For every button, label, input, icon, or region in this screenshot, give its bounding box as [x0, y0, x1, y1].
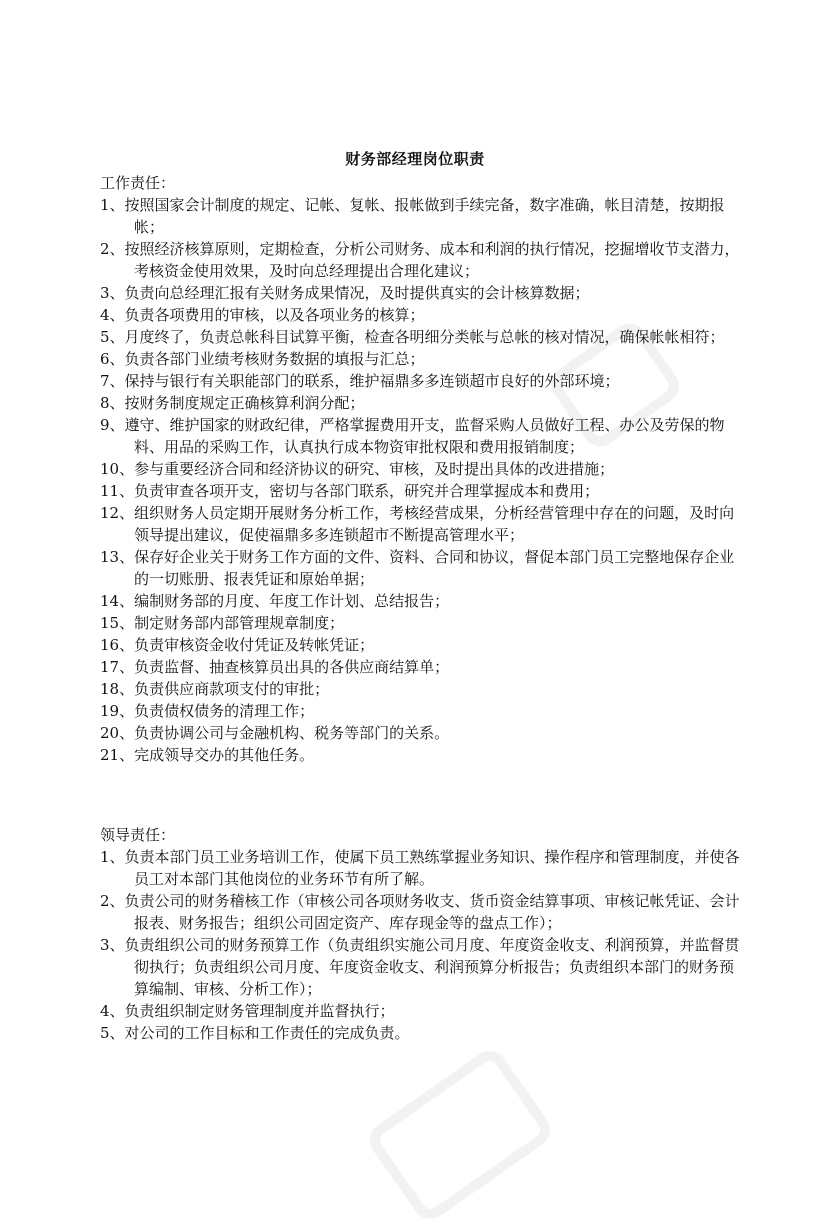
list-item [100, 194, 740, 238]
item-text: 对公司的工作目标和工作责任的完成负责。 [124, 1024, 410, 1042]
list-item [100, 846, 740, 890]
list-item [100, 656, 740, 678]
item-text: 负责各部门业绩考核财务数据的填报与汇总； [124, 350, 425, 368]
item-number: 17、 [100, 658, 135, 676]
lead-items-list [100, 846, 740, 1044]
item-text: 负责监督、抽查核算员出具的各供应商结算单； [134, 658, 450, 676]
item-text: 编制财务部的月度、年度工作计划、总结报告； [134, 592, 450, 610]
list-item [100, 370, 740, 392]
item-number: 6、 [100, 350, 125, 368]
item-number: 4、 [100, 306, 125, 324]
item-number: 5、 [100, 1024, 125, 1042]
item-text: 保存好企业关于财务工作方面的文件、资料、合同和协议，督促本部门员工完整地保存企业的一切账册、报表凭证和原始单据； [134, 548, 735, 588]
item-number: 7、 [100, 372, 125, 390]
work-section-label: 工作责任： [100, 174, 176, 192]
list-item [100, 414, 740, 458]
list-item [100, 282, 740, 304]
list-item [100, 238, 740, 282]
item-text: 负责本部门员工业务培训工作，使属下员工熟练掌握业务知识、操作程序和管理制度，并使各员工对本部门其他岗位的业务环节有所了解。 [124, 848, 740, 888]
list-item [100, 480, 740, 502]
item-text: 按财务制度规定正确核算利润分配； [124, 394, 365, 412]
list-item [100, 590, 740, 612]
page-title: 财务部经理岗位职责 [345, 150, 485, 168]
item-text: 遵守、维护国家的财政纪律，严格掌握费用开支，监督采购人员做好工程、办公及劳保的物料、用品的采购工作，认真执行成本物资审批权限和费用报销制度； [124, 416, 725, 456]
item-text: 负责供应商款项支付的审批； [134, 680, 330, 698]
list-item [100, 700, 740, 722]
item-text: 组织财务人员定期开展财务分析工作，考核经营成果，分析经营管理中存在的问题，及时向领导提出建议，促使福鼎多多连锁超市不断提高管理水平； [134, 504, 735, 544]
watermark-shape [363, 1044, 557, 1226]
list-item [100, 612, 740, 634]
item-text: 负责组织制定财务管理制度并监督执行； [124, 1002, 395, 1020]
item-number: 11、 [100, 482, 135, 500]
item-number: 9、 [100, 416, 125, 434]
item-text: 负责向总经理汇报有关财务成果情况，及时提供真实的会计核算数据； [124, 284, 590, 302]
item-text: 参与重要经济合同和经济协议的研究、审核，及时提出具体的改进措施； [134, 460, 615, 478]
item-number: 18、 [100, 680, 135, 698]
list-item [100, 326, 740, 348]
list-item [100, 1000, 740, 1022]
item-text: 负责组织公司的财务预算工作（负责组织实施公司月度、年度资金收支、利润预算，并监督贯彻执行；负责组织公司月度、年度资金收支、利润预算分析报告；负责组织本部门的财务预算编制、审核、分析工作）； [124, 936, 740, 998]
list-item [100, 458, 740, 480]
list-item [100, 1022, 740, 1044]
item-text: 按照经济核算原则，定期检查，分析公司财务、成本和利润的执行情况，挖掘增收节支潜力，考核资金使用效果，及时向总经理提出合理化建议； [124, 240, 740, 280]
item-text: 按照国家会计制度的规定、记帐、复帐、报帐做到手续完备，数字准确，帐目清楚，按期报帐； [124, 196, 725, 236]
list-item [100, 678, 740, 700]
item-number: 5、 [100, 328, 125, 346]
list-item [100, 546, 740, 590]
list-item [100, 744, 740, 766]
item-number: 19、 [100, 702, 135, 720]
item-number: 13、 [100, 548, 135, 566]
list-item [100, 348, 740, 370]
list-item [100, 890, 740, 934]
item-number: 8、 [100, 394, 125, 412]
item-text: 制定财务部内部管理规章制度； [134, 614, 345, 632]
item-number: 4、 [100, 1002, 125, 1020]
work-items-list [100, 194, 740, 766]
item-text: 负责审核资金收付凭证及转帐凭证； [134, 636, 375, 654]
list-item [100, 392, 740, 414]
list-item [100, 502, 740, 546]
item-number: 3、 [100, 936, 125, 954]
list-item [100, 722, 740, 744]
item-number: 16、 [100, 636, 135, 654]
item-text: 负责协调公司与金融机构、税务等部门的关系。 [134, 724, 450, 742]
item-number: 20、 [100, 724, 135, 742]
item-text: 负责公司的财务稽核工作（审核公司各项财务收支、货币资金结算事项、审核记帐凭证、会计报表、财务报告；组织公司固定资产、库存现金等的盘点工作）； [124, 892, 740, 932]
item-text: 负责审查各项开支，密切与各部门联系，研究并合理掌握成本和费用； [134, 482, 600, 500]
item-number: 21、 [100, 746, 135, 764]
item-text: 完成领导交办的其他任务。 [134, 746, 315, 764]
list-item [100, 634, 740, 656]
item-text: 负责债权债务的清理工作； [134, 702, 315, 720]
item-number: 1、 [100, 196, 125, 214]
item-text: 月度终了，负责总帐科目试算平衡，检查各明细分类帐与总帐的核对情况，确保帐帐相符； [124, 328, 725, 346]
item-text: 负责各项费用的审核，以及各项业务的核算； [124, 306, 425, 324]
item-number: 2、 [100, 892, 125, 910]
item-text: 保持与银行有关职能部门的联系，维护福鼎多多连锁超市良好的外部环境； [124, 372, 620, 390]
item-number: 1、 [100, 848, 125, 866]
lead-section-label: 领导责任： [100, 826, 176, 844]
item-number: 10、 [100, 460, 135, 478]
item-number: 2、 [100, 240, 125, 258]
list-item [100, 934, 740, 1000]
item-number: 15、 [100, 614, 135, 632]
item-number: 3、 [100, 284, 125, 302]
item-number: 14、 [100, 592, 135, 610]
list-item [100, 304, 740, 326]
item-number: 12、 [100, 504, 135, 522]
